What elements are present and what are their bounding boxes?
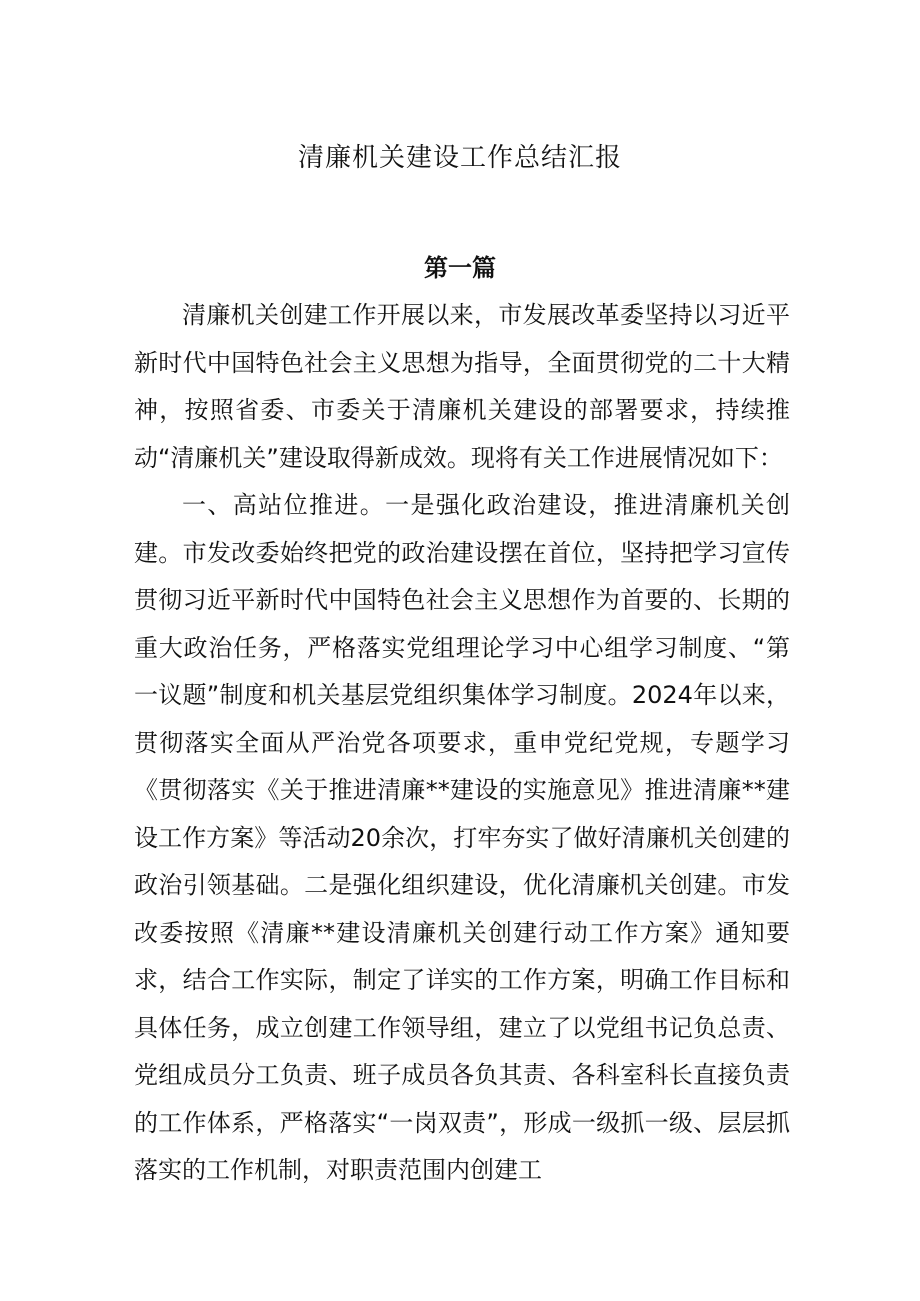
section-heading: 第一篇 [424, 254, 496, 282]
paragraph-intro: 清廉机关创建工作开展以来，市发展改革委坚持以习近平新时代中国特色社会主义思想为指导，全面贯彻党的二十大精神，按照省委、市委关于清廉机关建设的部署要求，持续推动“清廉机关”建设取得新成效。现将有关工作进展情况如下： [134, 301, 790, 472]
body-text [134, 292, 790, 1195]
paragraph-high-standard-promotion: 一、高站位推进。一是强化政治建设，推进清廉机关创建。市发改委始终把党的政治建设摆在首位，坚持把学习宣传贯彻习近平新时代中国特色社会主义思想作为首要的、长期的重大政治任务，严格落实党组理论学习中心组学习制度、“第一议题”制度和机关基层党组织集体学习制度。2024年以来，贯彻落实全面从严治党各项要求，重申党纪党规，专题学习《贯彻落实《关于推进清廉**建设的实施意见》推进清廉**建设工作方案》等活动20余次，打牢夯实了做好清廉机关创建的政治引领基础。二是强化组织建设，优化清廉机关创建。市发改委按照《清廉**建设清廉机关创建行动工作方案》通知要求，结合工作实际，制定了详实的工作方案，明确工作目标和具体任务，成立创建工作领导组，建立了以党组书记负总责、党组成员分工负责、班子成员各负其责、各科室科长直接负责的工作体系，严格落实“一岗双责”，形成一级抓一级、层层抓落实的工作机制，对职责范围内创建工 [134, 491, 790, 1184]
document-title: 清廉机关建设工作总结汇报 [297, 143, 622, 173]
